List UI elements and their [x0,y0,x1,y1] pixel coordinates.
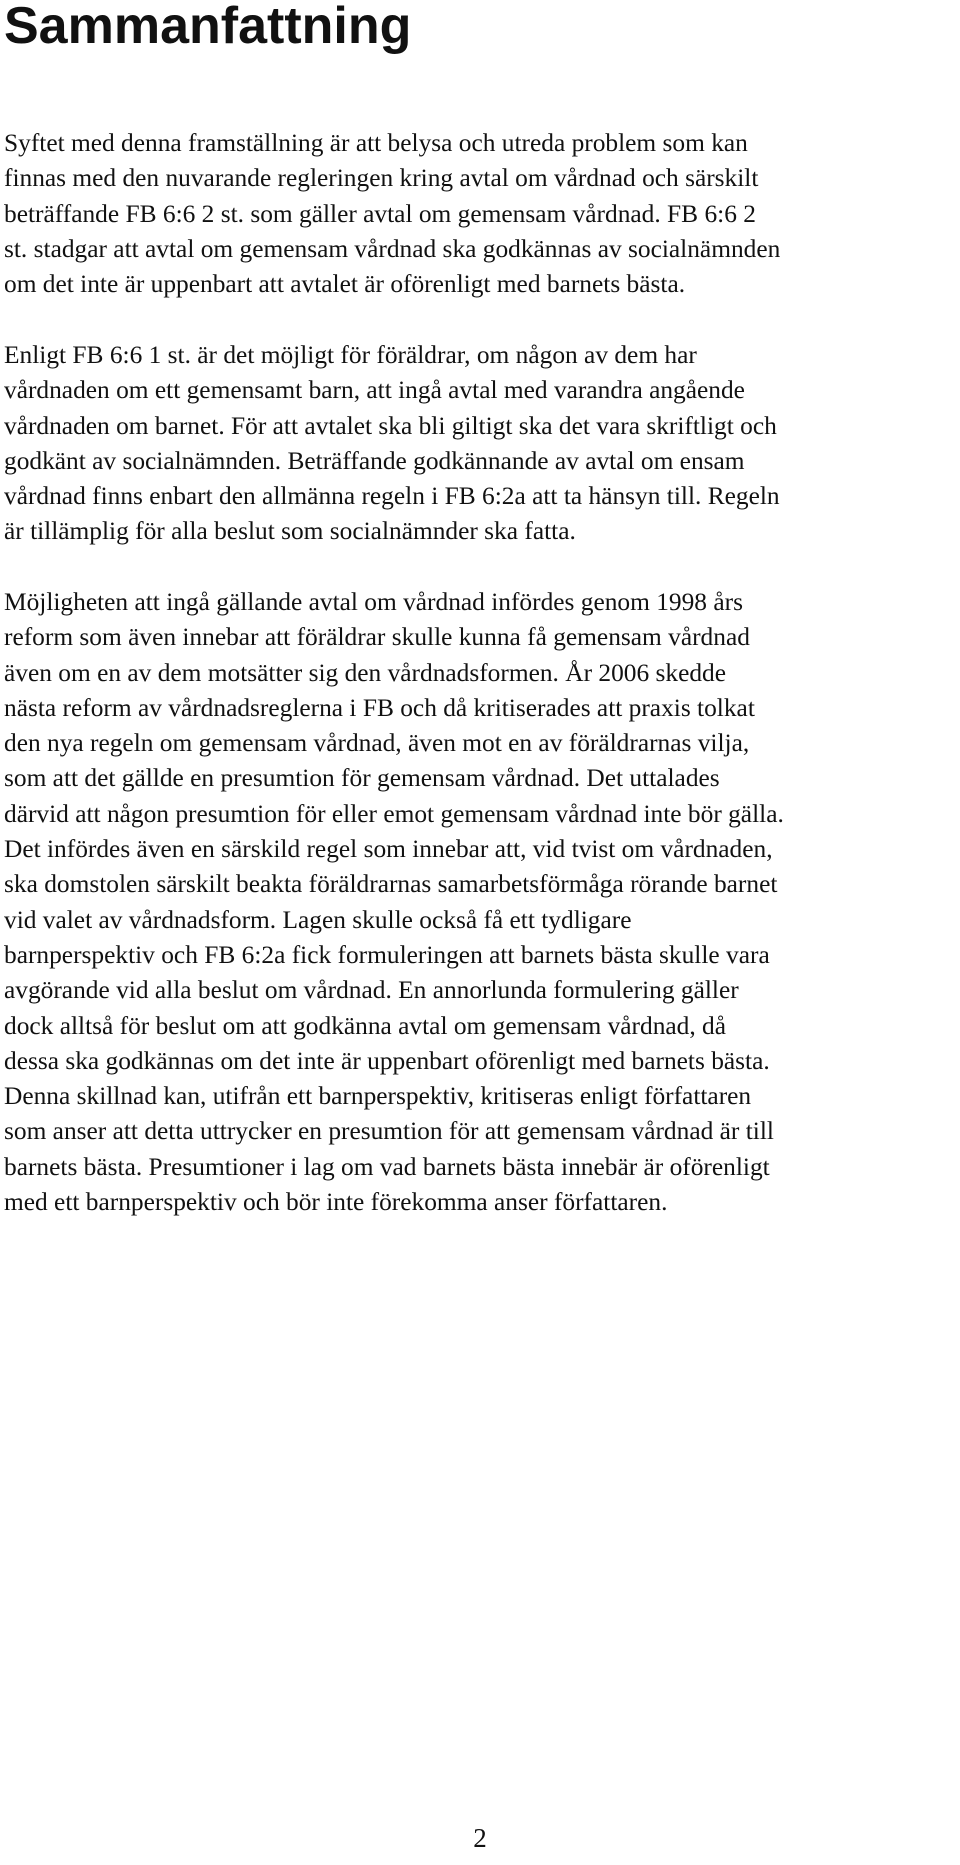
text-line: godkänt av socialnämnden. Beträffande godkännande av avtal om ensam [4,446,745,475]
text-line: barnperspektiv och FB 6:2a fick formuleringen att barnets bästa skulle vara [4,940,770,969]
text-line: nästa reform av vårdnadsreglerna i FB och då kritiserades att praxis tolkat [4,693,755,722]
paragraph-history [4,585,954,1220]
page-title: Sammanfattning [4,0,412,55]
text-line: beträffande FB 6:6 2 st. som gäller avtal om gemensam vårdnad. FB 6:6 2 [4,199,756,228]
text-line: även om en av dem motsätter sig den vårdnadsformen. År 2006 skedde [4,658,727,687]
text-line: Möjligheten att ingå gällande avtal om vårdnad infördes genom 1998 års [4,588,743,616]
text-line: Det infördes även en särskild regel som innebar att, vid tvist om vårdnaden, [4,835,773,864]
text-line: finnas med den nuvarande regleringen kring avtal om vårdnad och särskilt [4,164,759,193]
paragraph-legal-basis [4,338,954,550]
text-line: avgörande vid alla beslut om vårdnad. En annorlunda formulering gäller [4,976,739,1005]
text-line: Denna skillnad kan, utifrån ett barnperspektiv, kritiseras enligt författaren [4,1082,752,1111]
text-line: ska domstolen särskilt beakta föräldrarnas samarbetsförmåga rörande barnet [4,870,778,899]
text-line: vårdnaden om ett gemensamt barn, att ingå avtal med varandra angående [4,376,745,405]
text-line: den nya regeln om gemensam vårdnad, även mot en av föräldrarnas vilja, [4,729,750,758]
text-line: vårdnad finns enbart den allmänna regeln i FB 6:2a att ta hänsyn till. Regeln [4,482,780,511]
text-line: som att det gällde en presumtion för gemensam vårdnad. Det uttalades [4,764,720,793]
text-line: Syftet med denna framställning är att belysa och utreda problem som kan [4,129,748,157]
text-line: är tillämplig för alla beslut som socialnämnder ska fatta. [4,517,576,546]
paragraph-purpose [4,126,954,302]
text-line: vid valet av vårdnadsform. Lagen skulle också få ett tydligare [4,905,632,934]
page-number: 2 [473,1823,487,1853]
text-line: som anser att detta uttrycker en presumtion för att gemensam vårdnad är till [4,1117,774,1146]
text-line: dessa ska godkännas om det inte är uppenbart oförenligt med barnets bästa. [4,1046,770,1075]
text-line: om det inte är uppenbart att avtalet är oförenligt med barnets bästa. [4,270,686,299]
text-line: dock alltså för beslut om att godkänna avtal om gemensam vårdnad, då [4,1011,727,1040]
text-line: därvid att någon presumtion för eller emot gemensam vårdnad inte bör gälla. [4,799,784,828]
text-line: reform som även innebar att föräldrar skulle kunna få gemensam vårdnad [4,623,750,652]
text-line: barnets bästa. Presumtioner i lag om vad barnets bästa innebär är oförenligt [4,1152,770,1181]
text-line: st. stadgar att avtal om gemensam vårdnad ska godkännas av socialnämnden [4,234,781,263]
text-line: Enligt FB 6:6 1 st. är det möjligt för föräldrar, om någon av dem har [4,341,697,369]
text-line: vårdnaden om barnet. För att avtalet ska bli giltigt ska det vara skriftligt och [4,411,777,440]
text-line: med ett barnperspektiv och bör inte förekomma anser författaren. [4,1188,668,1217]
